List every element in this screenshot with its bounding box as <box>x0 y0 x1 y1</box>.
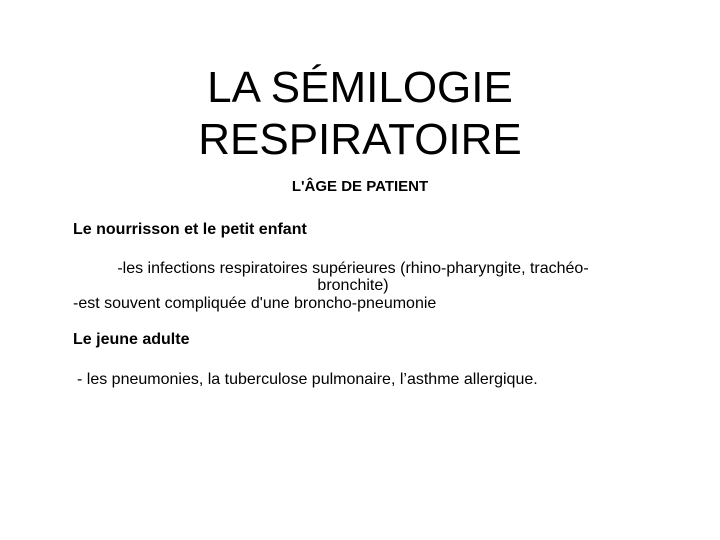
bullet-upper-infections-part-2: bronchite) <box>317 277 389 294</box>
title-line-2: RESPIRATOIRE <box>198 115 522 164</box>
slide-title <box>150 62 570 166</box>
slide-subtitle: L'ÂGE DE PATIENT <box>291 178 429 195</box>
bullet-young-adult-diseases: - les pneumonies, la tuberculose pulmonaire, l’asthme allergique. <box>77 371 538 388</box>
slide-content <box>73 220 653 390</box>
section-heading-infant: Le nourrisson et le petit enfant <box>73 221 307 238</box>
bullet-upper-infections-part-1: -les infections respiratoires supérieures (rhino-pharyngite, trachéo- <box>117 260 589 277</box>
bullet-bronchopneumonia: -est souvent compliquée d'une broncho-pneumonie <box>73 295 437 312</box>
section-heading-young-adult: Le jeune adulte <box>73 331 190 348</box>
title-line-1: LA SÉMILOGIE <box>207 63 513 112</box>
bullet-upper-infections <box>73 260 633 294</box>
